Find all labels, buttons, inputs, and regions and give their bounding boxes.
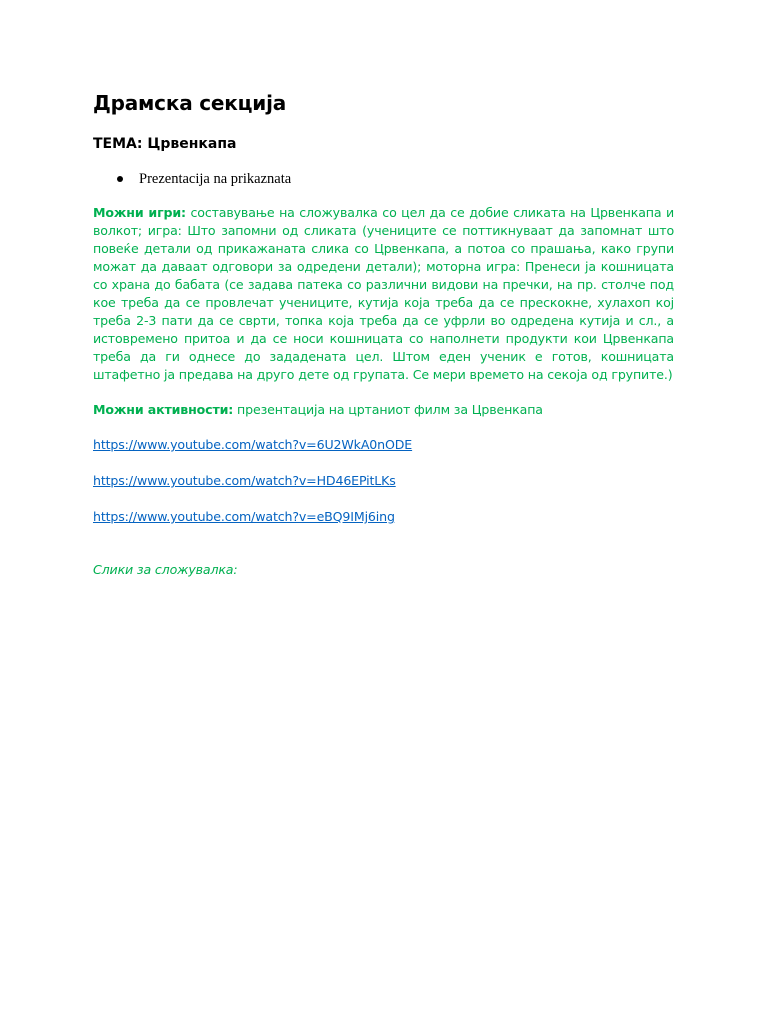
topic-heading: ТЕМА: Црвенкапа: [93, 136, 237, 152]
youtube-link-1[interactable]: https://www.youtube.com/watch?v=6U2WkA0nODE: [93, 437, 413, 452]
youtube-link-2[interactable]: https://www.youtube.com/watch?v=HD46EPitLKs: [93, 473, 396, 488]
games-paragraph: [93, 204, 674, 384]
list-item: [93, 170, 674, 188]
document-title: Драмска секција: [93, 91, 287, 115]
bullet-icon: [117, 176, 123, 182]
activities-label: Можни активности:: [93, 402, 234, 417]
bullet-list: [93, 170, 674, 188]
bullet-text: Prezentacija na prikaznata: [139, 171, 292, 187]
activities-paragraph: [93, 401, 674, 419]
games-label: Можни игри:: [93, 205, 186, 220]
activities-text: презентација на цртаниот филм за Црвенкапа: [233, 402, 543, 417]
youtube-link-3[interactable]: https://www.youtube.com/watch?v=eBQ9IMj6ing: [93, 509, 395, 524]
games-text: составување на сложувалка со цел да се добие сликата на Црвенкапа и волкот; игра: Што запомни од сликата (учениците се поттикнуваат да запомнат што повеќе детали од прикажаната слика со Црвенкапа, а потоа со прашања, како групи можат да даваат одговори за одредени детали); моторна игра: Пренеси ја кошницата со храна до бабата (се задава патека со различни видови на пречки, на пр. столче под кое треба да се провлечат учениците, кутија која треба да се прескокне, хулахоп кој треба 2-3 пати да се сврти, топка која треба да се уфрли во одредена кутија и сл., а истовремено притоа и да се носи кошницата со наполнети продукти кои Црвенкапа треба да ги однесе до зададената цел. Штом еден ученик е готов, кошницата штафетно ја предава на друго дете од групата. Се мери времето на секоја од групите.): [93, 205, 674, 382]
document-page: [93, 88, 674, 579]
images-caption: Слики за сложувалка:: [93, 562, 238, 577]
